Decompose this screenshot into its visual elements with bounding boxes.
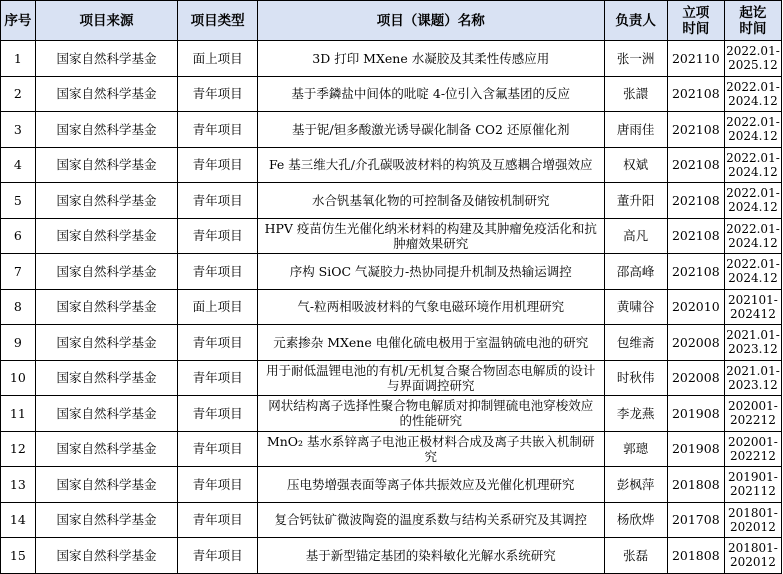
cell-type: 青年项目 [178, 112, 258, 148]
cell-leader: 唐雨佳 [604, 112, 667, 148]
cell-period: 202001-202212 [724, 431, 781, 467]
cell-title: 气-粒两相吸波材料的气象电磁环境作用机理研究 [257, 289, 604, 325]
table-row [1, 41, 782, 77]
cell-source: 国家自然科学基金 [35, 112, 178, 148]
cell-no: 2 [1, 76, 36, 112]
cell-source: 国家自然科学基金 [35, 76, 178, 112]
cell-approved-time: 202108 [667, 147, 724, 183]
cell-period: 2021.01-2023.12 [724, 325, 781, 361]
table-header-row [1, 1, 782, 41]
header-no: 序号 [1, 1, 36, 41]
cell-no: 6 [1, 218, 36, 254]
cell-type: 青年项目 [178, 76, 258, 112]
cell-no: 9 [1, 325, 36, 361]
cell-approved-time: 202108 [667, 112, 724, 148]
cell-approved-time: 201808 [667, 467, 724, 503]
cell-period: 202101-202412 [724, 289, 781, 325]
cell-leader: 邵高峰 [604, 254, 667, 290]
cell-title: 水合钒基氧化物的可控制备及储铵机制研究 [257, 183, 604, 219]
cell-approved-time: 202008 [667, 325, 724, 361]
cell-no: 5 [1, 183, 36, 219]
cell-approved-time: 201808 [667, 538, 724, 574]
cell-title: 3D 打印 MXene 水凝胶及其柔性传感应用 [257, 41, 604, 77]
header-period-line2: 时间 [739, 20, 767, 37]
cell-title: 复合钙钛矿微波陶瓷的温度系数与结构关系研究及其调控 [257, 502, 604, 538]
cell-period: 2022.01-2025.12 [724, 41, 781, 77]
cell-approved-time: 201908 [667, 396, 724, 432]
table-row [1, 502, 782, 538]
table-row [1, 76, 782, 112]
cell-leader: 彭枫萍 [604, 467, 667, 503]
cell-period: 2022.01-2024.12 [724, 112, 781, 148]
table-row [1, 538, 782, 574]
cell-title: 序构 SiOC 气凝胶力-热协同提升机制及热输运调控 [257, 254, 604, 290]
header-period [724, 1, 781, 41]
cell-type: 青年项目 [178, 325, 258, 361]
cell-no: 14 [1, 502, 36, 538]
cell-leader: 郭璁 [604, 431, 667, 467]
cell-source: 国家自然科学基金 [35, 254, 178, 290]
cell-leader: 权斌 [604, 147, 667, 183]
cell-source: 国家自然科学基金 [35, 183, 178, 219]
cell-title: 基于铌/钽多酸激光诱导碳化制备 CO2 还原催化剂 [257, 112, 604, 148]
cell-approved-time: 202108 [667, 76, 724, 112]
cell-period: 2022.01-2024.12 [724, 76, 781, 112]
cell-approved-time: 202108 [667, 183, 724, 219]
cell-type: 面上项目 [178, 41, 258, 77]
cell-no: 11 [1, 396, 36, 432]
cell-type: 面上项目 [178, 289, 258, 325]
cell-leader: 高凡 [604, 218, 667, 254]
cell-type: 青年项目 [178, 254, 258, 290]
header-source: 项目来源 [35, 1, 178, 41]
cell-period: 202001-202212 [724, 396, 781, 432]
table-row [1, 218, 782, 254]
cell-no: 12 [1, 431, 36, 467]
cell-period: 201801-202012 [724, 538, 781, 574]
cell-title: 基于新型锚定基团的染料敏化光解水系统研究 [257, 538, 604, 574]
header-approved-time [667, 1, 724, 41]
cell-no: 3 [1, 112, 36, 148]
cell-leader: 黄啸谷 [604, 289, 667, 325]
header-approved-line1: 立项 [682, 4, 710, 21]
cell-title: 压电势增强表面等离子体共振效应及光催化机理研究 [257, 467, 604, 503]
cell-no: 8 [1, 289, 36, 325]
cell-source: 国家自然科学基金 [35, 467, 178, 503]
cell-type: 青年项目 [178, 147, 258, 183]
cell-period: 201801-202012 [724, 502, 781, 538]
cell-source: 国家自然科学基金 [35, 360, 178, 396]
cell-approved-time: 202108 [667, 254, 724, 290]
cell-approved-time: 201908 [667, 431, 724, 467]
cell-no: 1 [1, 41, 36, 77]
cell-source: 国家自然科学基金 [35, 289, 178, 325]
cell-title: 元素掺杂 MXene 电催化硫电极用于室温钠硫电池的研究 [257, 325, 604, 361]
cell-type: 青年项目 [178, 218, 258, 254]
cell-leader: 董升阳 [604, 183, 667, 219]
cell-type: 青年项目 [178, 467, 258, 503]
cell-approved-time: 201708 [667, 502, 724, 538]
cell-no: 13 [1, 467, 36, 503]
cell-no: 4 [1, 147, 36, 183]
table-row [1, 431, 782, 467]
cell-source: 国家自然科学基金 [35, 431, 178, 467]
table-row [1, 147, 782, 183]
cell-title: 用于耐低温锂电池的有机/无机复合聚合物固态电解质的设计与界面调控研究 [257, 360, 604, 396]
cell-type: 青年项目 [178, 396, 258, 432]
cell-no: 7 [1, 254, 36, 290]
cell-source: 国家自然科学基金 [35, 325, 178, 361]
cell-title: MnO₂ 基水系锌离子电池正极材料合成及离子共嵌入机制研究 [257, 431, 604, 467]
header-period-line1: 起讫 [739, 4, 767, 21]
table-row [1, 289, 782, 325]
table-row [1, 183, 782, 219]
cell-source: 国家自然科学基金 [35, 147, 178, 183]
cell-title: HPV 疫苗仿生光催化纳米材料的构建及其肿瘤免疫活化和抗肿瘤效果研究 [257, 218, 604, 254]
table-row [1, 467, 782, 503]
header-type: 项目类型 [178, 1, 258, 41]
cell-no: 10 [1, 360, 36, 396]
cell-source: 国家自然科学基金 [35, 41, 178, 77]
cell-approved-time: 202010 [667, 289, 724, 325]
cell-type: 青年项目 [178, 431, 258, 467]
cell-period: 2022.01-2024.12 [724, 147, 781, 183]
header-leader: 负责人 [604, 1, 667, 41]
header-title: 项目（课题）名称 [257, 1, 604, 41]
cell-approved-time: 202008 [667, 360, 724, 396]
cell-leader: 包维斋 [604, 325, 667, 361]
cell-type: 青年项目 [178, 502, 258, 538]
cell-source: 国家自然科学基金 [35, 538, 178, 574]
cell-leader: 张一洲 [604, 41, 667, 77]
cell-no: 15 [1, 538, 36, 574]
cell-period: 2021.01-2023.12 [724, 360, 781, 396]
cell-title: 基于季鏻盐中间体的吡啶 4-位引入含氟基团的反应 [257, 76, 604, 112]
table-row [1, 325, 782, 361]
table-row [1, 360, 782, 396]
cell-source: 国家自然科学基金 [35, 396, 178, 432]
cell-title: Fe 基三维大孔/介孔碳吸波材料的构筑及互感耦合增强效应 [257, 147, 604, 183]
cell-leader: 时秋伟 [604, 360, 667, 396]
cell-period: 2022.01-2024.12 [724, 218, 781, 254]
cell-approved-time: 202110 [667, 41, 724, 77]
table-row [1, 396, 782, 432]
cell-type: 青年项目 [178, 183, 258, 219]
cell-period: 2022.01-2024.12 [724, 183, 781, 219]
cell-source: 国家自然科学基金 [35, 218, 178, 254]
cell-type: 青年项目 [178, 538, 258, 574]
cell-source: 国家自然科学基金 [35, 502, 178, 538]
cell-type: 青年项目 [178, 360, 258, 396]
table-row [1, 254, 782, 290]
table-row [1, 112, 782, 148]
cell-leader: 李龙燕 [604, 396, 667, 432]
cell-leader: 张磊 [604, 538, 667, 574]
cell-title: 网状结构离子选择性聚合物电解质对抑制锂硫电池穿梭效应的性能研究 [257, 396, 604, 432]
cell-leader: 杨欣烨 [604, 502, 667, 538]
cell-period: 2022.01-2024.12 [724, 254, 781, 290]
cell-period: 201901-202112 [724, 467, 781, 503]
cell-leader: 张譞 [604, 76, 667, 112]
header-approved-line2: 时间 [682, 20, 710, 37]
cell-approved-time: 202108 [667, 218, 724, 254]
